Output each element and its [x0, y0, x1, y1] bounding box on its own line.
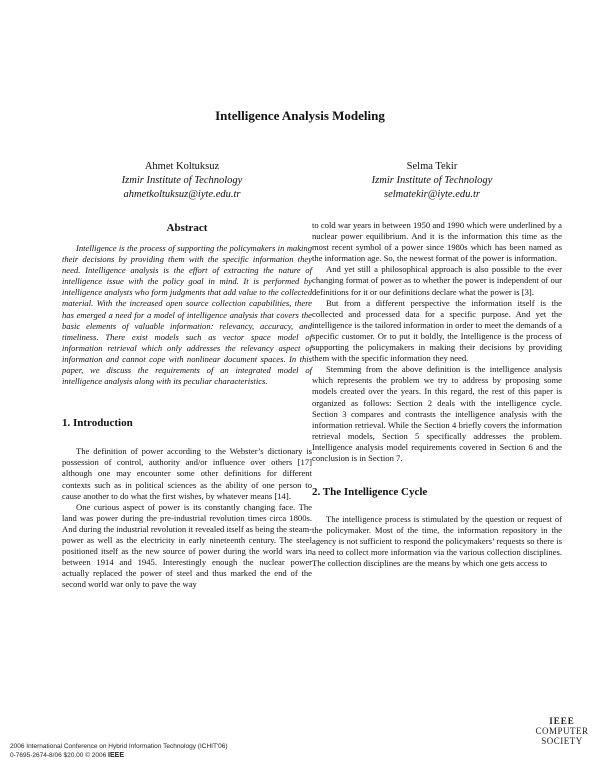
right-column: [312, 220, 562, 570]
page-footer: [10, 742, 228, 760]
section-heading-introduction: 1. Introduction: [62, 417, 133, 430]
ieee-logo-icon: IEEE: [549, 716, 575, 726]
body-paragraph: to cold war years in between 1950 and 1990 which were underlined by a nuclear power equilibrium. And it is the information this time as the most recent symbol of a power since 1980s which has been named as the information age. So, the newest format of the power is information.: [312, 220, 562, 264]
intro-paragraph: One curious aspect of power is its constantly changing face. The land was power during the pre-industrial revolution times circa 1800s. And during the industrial revolution it revealed itself as being the steam-power as well as the electricity in early nineteenth century. The steel positioned itself as the new source of power during the world wars in between 1914 and 1945. Interestingly enough the nuclear power actually replaced the power of steel and thus marked the end of the second world war only to pave the way: [62, 501, 312, 590]
body-paragraph: Stemming from the above definition is the intelligence analysis which represents the problem we try to address by proposing some models created over the years. In this regard, the rest of this paper is organized as follows: Section 2 deals with the intelligence cycle. Section 3 compares and contrasts the intelligence analysis with the information retrieval. While the Section 4 briefly covers the information retrieval models, Section 5 specifically addresses the problem. Intelligence analysis model requirements covered in Section 6 and the conclusion is in Section 7.: [312, 364, 562, 463]
paper-title: Intelligence Analysis Modeling: [215, 108, 385, 123]
body-paragraph: And yet still a philosophical approach is also possible to the ever changing format of power as to whether the power is independent of our definitions for it or our definitions declare what the power is [3].: [312, 264, 562, 297]
author-block-2: [312, 160, 552, 202]
author-name: Selma Tekir: [406, 161, 458, 172]
author-block-1: [62, 160, 302, 202]
abstract-text: Intelligence is the process of supporting the policymakers in making their decisions by providing them with the specific information they need. Intelligence analysis is the effort of extracting the nature of intelligence issue with the policy goal in mind. It is performed by intelligence analysts who form judgments that add value to the collected material. With the increased open source collection capabilities, there has emerged a need for a model of intelligence analysis that covers the basic elements of valuable information: relevancy, accuracy, and timeliness. There exist models such as vector space model of information retrieval which only addresses the relevancy aspect of information and cannot cope with nonlinear document spaces. In this paper, we discuss the requirements of an integrated model of intelligence analysis along with its peculiar characteristics.: [62, 243, 312, 387]
footer-ieee: IEEE: [108, 752, 124, 759]
body-paragraph: But from a different perspective the information itself is the collected and processed data for a specific purpose. And yet the intelligence is the tailored information in order to meet the demands of a specific customer. Or to put it boldly, the Intelligence is the process of supporting the policymakers in making their decisions by providing them with the specific information they need.: [312, 297, 562, 364]
author-email: selmatekir@iyte.edu.tr: [384, 189, 480, 200]
author-affiliation: Izmir Institute of Technology: [371, 175, 493, 186]
section2-paragraph: The intelligence process is stimulated by the question or request of the policymaker. Most of the time, the information repository in the agency is not sufficient to respond the policymakers’ requests so there is a need to collect more information via the various collection disciplines. The collection disciplines are the means by which one gets access to: [312, 514, 562, 569]
computer-society-logo: [530, 716, 594, 746]
intro-paragraph: The definition of power according to the Webster’s dictionary is possession of control, authority and/or influence over others [17] although one may encounter some other definitions for different contexts such as in political sciences as the ability of one person to cause another to do what the first wishes, by whatever means [14].: [62, 446, 312, 501]
author-name: Ahmet Koltuksuz: [144, 161, 220, 172]
footer-conference: 2006 International Conference on Hybrid Information Technology (ICHIT'06): [10, 743, 228, 750]
logo-word-computer: COMPUTER: [535, 726, 589, 736]
footer-isbn: 0-7695-2674-8/06 $20.00 © 2006: [10, 752, 107, 759]
left-column: [62, 222, 312, 590]
section-heading-intelligence-cycle: 2. The Intelligence Cycle: [312, 486, 428, 499]
author-email: ahmetkoltuksuz@iyte.edu.tr: [123, 189, 241, 200]
abstract-heading: Abstract: [166, 222, 208, 234]
author-affiliation: Izmir Institute of Technology: [121, 175, 243, 186]
logo-word-society: SOCIETY: [541, 736, 583, 746]
